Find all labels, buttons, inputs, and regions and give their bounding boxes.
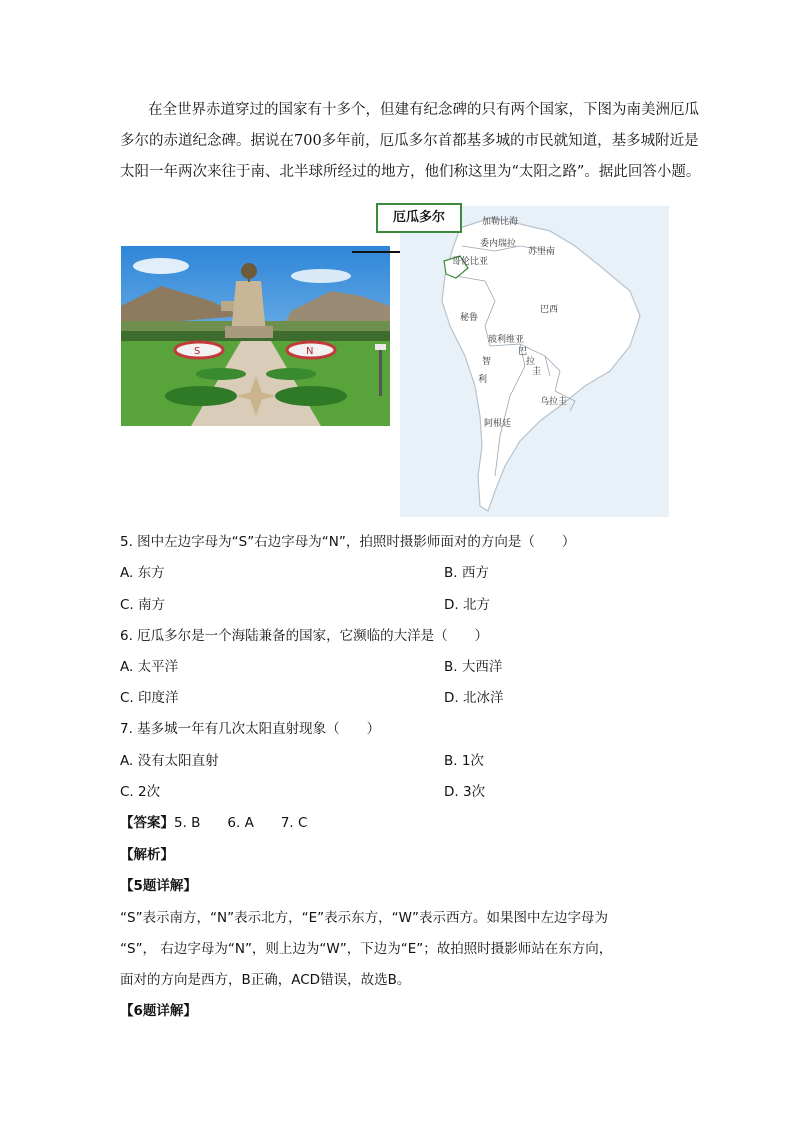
question-7-option-c: C. 2次: [120, 784, 161, 800]
answer-line: [120, 811, 307, 831]
map-label-paraguay-1: 巴: [518, 347, 528, 357]
analysis-label: 【解析】: [120, 847, 174, 863]
intro-line: 多尔的赤道纪念碑。据说在700多年前，厄瓜多尔首都基多城的市民就知道，基多城附近是: [120, 133, 699, 149]
question-7-option-a: A. 没有太阳直射: [120, 753, 219, 769]
question-6-option-b: B. 大西洋: [444, 659, 503, 675]
q5-detail-line: 面对的方向是西方，B正确，ACD错误，故选B。: [120, 972, 411, 988]
question-6-option-c: C. 印度洋: [120, 690, 179, 706]
answer-text: 5. B 6. A 7. C: [174, 815, 308, 831]
map-label-chile-1: 智: [482, 357, 492, 367]
q6-detail-label: 【6题详解】: [120, 1003, 197, 1019]
answer-label: 【答案】: [120, 815, 174, 831]
question-7-stem: 7. 基多城一年有几次太阳直射现象（ ）: [120, 721, 381, 737]
ecuador-callout: 厄瓜多尔: [376, 203, 462, 233]
map-label-paraguay-2: 拉: [526, 357, 536, 367]
south-america-map: [400, 206, 669, 517]
map-label-bolivia: 玻利维亚: [488, 335, 525, 345]
question-5-option-c: C. 南方: [120, 597, 166, 613]
question-6-option-a: A. 太平洋: [120, 659, 179, 675]
map-label-chile-2: 利: [478, 375, 488, 385]
question-7-option-d: D. 3次: [444, 784, 486, 800]
question-5-stem: 5. 图中左边字母为“S”右边字母为“N”，拍照时摄影师面对的方向是（ ）: [120, 534, 576, 550]
monument-letter-n: N: [306, 346, 314, 357]
intro-line: 太阳一年两次来往于南、北半球所经过的地方，他们称这里为“太阳之路”。据此回答小题。: [120, 164, 701, 180]
q5-detail-line: “S”表示南方，“N”表示北方，“E”表示东方，“W”表示西方。如果图中左边字母为: [120, 910, 608, 926]
question-5-option-d: D. 北方: [444, 597, 490, 613]
question-6-option-d: D. 北冰洋: [444, 690, 504, 706]
question-7-option-b: B. 1次: [444, 753, 484, 769]
intro-line: 在全世界赤道穿过的国家有十多个，但建有纪念碑的只有两个国家，下图为南美洲厄瓜: [148, 102, 699, 118]
q5-detail-label: 【5题详解】: [120, 878, 197, 894]
equator-monument-photo: [121, 246, 390, 426]
map-label-suriname: 苏里南: [528, 247, 556, 257]
monument-letter-s: S: [194, 346, 201, 357]
map-label-paraguay-3: 圭: [532, 367, 542, 377]
question-6-stem: 6. 厄瓜多尔是一个海陆兼备的国家，它濒临的大洋是（ ）: [120, 628, 489, 644]
q5-detail-line: “S”， 右边字母为“N”，则上边为“W”，下边为“E”；故拍照时摄影师站在东方向，: [120, 941, 613, 957]
map-label-argentina: 阿根廷: [484, 419, 512, 429]
intro-paragraph: [120, 95, 701, 188]
map-label-venezuela: 委内瑞拉: [480, 239, 517, 249]
map-label-peru: 秘鲁: [460, 313, 479, 323]
question-5-option-a: A. 东方: [120, 565, 165, 581]
map-label-brazil: 巴西: [540, 305, 559, 315]
map-label-caribbean: 加勒比海: [482, 217, 519, 227]
map-label-colombia: 哥伦比亚: [452, 257, 489, 267]
question-5-option-b: B. 西方: [444, 565, 489, 581]
map-label-uruguay: 乌拉圭: [540, 397, 568, 407]
